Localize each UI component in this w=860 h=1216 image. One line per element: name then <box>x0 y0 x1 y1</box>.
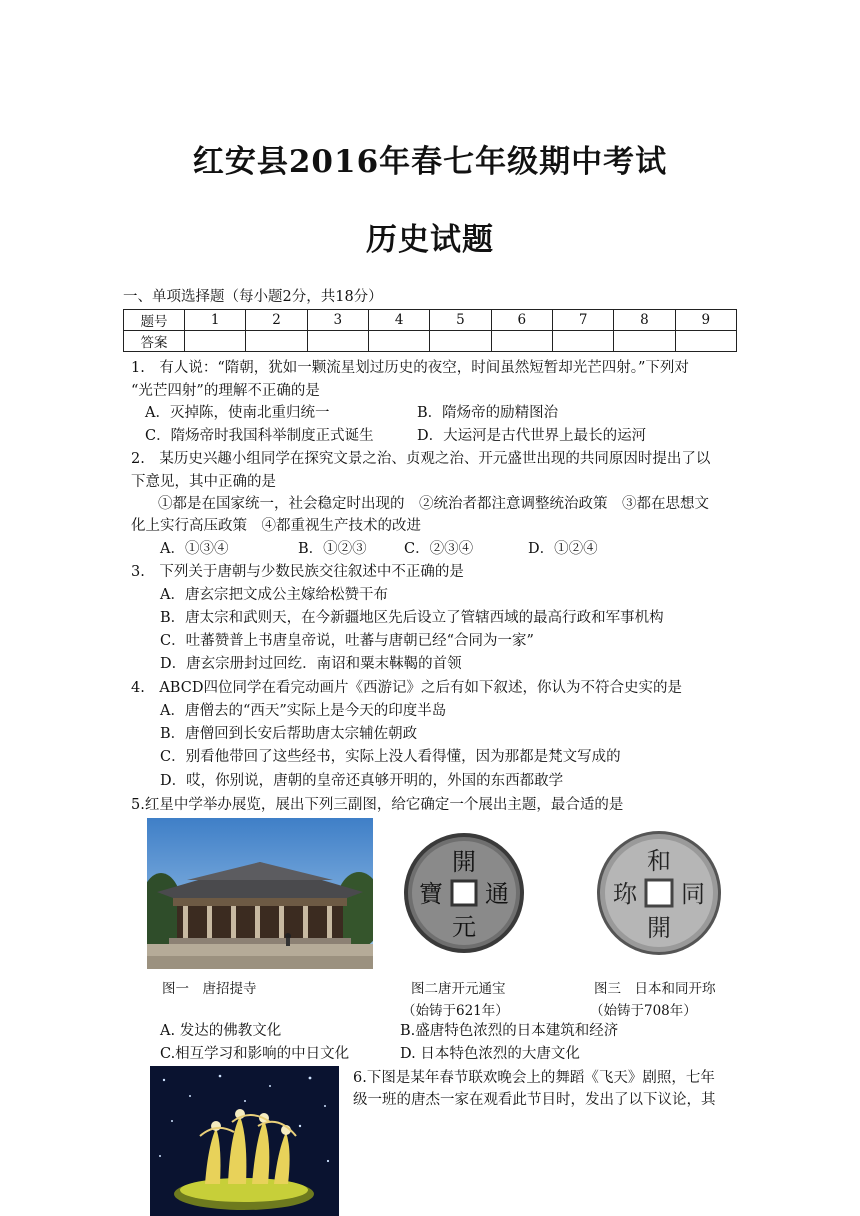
answer-cell[interactable] <box>246 331 307 352</box>
q3-option-b: B．唐太宗和武则天，在今新疆地区先后设立了管辖西域的最高行政和军事机构 <box>160 610 664 626</box>
answer-cell[interactable] <box>614 331 675 352</box>
q2-option-c: C．②③④ <box>404 541 474 557</box>
coin-character: 珎 <box>613 880 637 908</box>
figure2-caption: 图二唐开元通宝 <box>411 981 506 997</box>
figure3-date: （始铸于708年） <box>590 1003 697 1019</box>
question-number-cell: 3 <box>307 310 368 331</box>
coin-character: 和 <box>647 847 671 875</box>
q4-stem: 4. ABCD四位同学在看完动画片《西游记》之后有如下叙述，你认为不符合史实的是 <box>131 680 682 696</box>
q1-option-d: D．大运河是古代世界上最长的运河 <box>417 428 647 444</box>
q2-option-a: A．①③④ <box>160 541 229 557</box>
answer-cell[interactable] <box>368 331 429 352</box>
question-number-cell: 6 <box>491 310 552 331</box>
q4-option-a: A．唐僧去的“西天”实际上是今天的印度半岛 <box>160 703 447 719</box>
q3-option-c: C．吐蕃赞普上书唐皇帝说，吐蕃与唐朝已经“合同为一家” <box>160 633 534 649</box>
figure2-date: （始铸于621年） <box>402 1003 509 1019</box>
q5-option-d: D. 日本特色浓烈的大唐文化 <box>400 1046 580 1062</box>
table-row <box>124 331 737 352</box>
q2-statements: ①都是在国家统一，社会稳定时出现的 ②统治者都注意调整统治政策 ③都在思想文 <box>158 496 709 512</box>
q5-option-b: B.盛唐特色浓烈的日本建筑和经济 <box>400 1023 619 1039</box>
table-row <box>124 310 737 331</box>
kaiyuan-coin-image <box>402 822 528 970</box>
q3-option-a: A．唐玄宗把文成公主嫁给松赞干布 <box>160 587 388 603</box>
coin-character: 寶 <box>419 880 443 908</box>
question-number-cell: 7 <box>552 310 613 331</box>
coin-character: 開 <box>647 914 671 942</box>
q4-option-b: B．唐僧回到长安后帮助唐太宗辅佐朝政 <box>160 726 418 742</box>
q1-option-b: B．隋炀帝的励精图治 <box>417 405 559 421</box>
q5-stem: 5.红星中学举办展览，展出下列三副图，给它确定一个展出主题，最合适的是 <box>131 797 624 813</box>
q4-option-c: C．别看他带回了这些经书，实际上没人看得懂，因为那都是梵文写成的 <box>160 749 621 765</box>
coin-character: 開 <box>452 848 476 876</box>
question-number-cell: 8 <box>614 310 675 331</box>
q1-option-a: A．灭掉陈，使南北重归统一 <box>145 405 330 421</box>
q5-option-c: C.相互学习和影响的中日文化 <box>160 1046 350 1062</box>
q5-option-a: A. 发达的佛教文化 <box>160 1023 282 1039</box>
exam-subtitle: 历史试题 <box>366 222 494 258</box>
q2-statements-cont: 化上实行高压政策 ④都重视生产技术的改进 <box>131 518 421 534</box>
dancers-icon <box>150 1066 339 1216</box>
table-row-label: 题号 <box>124 310 185 331</box>
q2-stem: 2. 某历史兴趣小组同学在探究文景之治、贞观之治、开元盛世出现的共同原因时提出了以 <box>131 451 711 467</box>
temple-icon <box>147 818 373 969</box>
coin-character: 通 <box>485 880 509 908</box>
answer-cell[interactable] <box>307 331 368 352</box>
question-number-cell: 1 <box>185 310 246 331</box>
section-heading: 一、单项选择题（每小题2分，共18分） <box>123 289 383 305</box>
dance-photo <box>150 1066 339 1216</box>
answer-cell[interactable] <box>675 331 736 352</box>
q3-option-d: D．唐玄宗册封过回纥．南诏和粟末靺鞨的首领 <box>160 656 462 672</box>
table-row-label: 答案 <box>124 331 185 352</box>
q6-stem-cont: 级一班的唐杰一家在观看此节目时，发出了以下议论，其 <box>353 1092 716 1108</box>
question-number-cell: 4 <box>368 310 429 331</box>
figure3-caption: 图三 日本和同开珎 <box>594 981 716 997</box>
exam-title: 红安县2016年春七年级期中考试 <box>192 144 668 180</box>
temple-photo <box>147 818 373 969</box>
q3-stem: 3. 下列关于唐朝与少数民族交往叙述中不正确的是 <box>131 564 464 580</box>
question-number-cell: 2 <box>246 310 307 331</box>
q2-option-b: B．①②③ <box>298 541 367 557</box>
answer-table <box>123 309 737 352</box>
answer-cell[interactable] <box>491 331 552 352</box>
answer-cell[interactable] <box>185 331 246 352</box>
q2-option-d: D．①②④ <box>528 541 598 557</box>
q1-stem: 1. 有人说：“隋朝，犹如一颗流星划过历史的夜空，时间虽然短暂却光芒四射。”下列对 <box>131 360 689 376</box>
wado-coin-image <box>590 824 728 968</box>
coin-character: 同 <box>681 880 705 908</box>
figure1-caption: 图一 唐招提寺 <box>162 981 257 997</box>
question-number-cell: 5 <box>430 310 491 331</box>
q1-option-c: C．隋炀帝时我国科举制度正式诞生 <box>145 428 374 444</box>
q6-stem: 6.下图是某年春节联欢晚会上的舞蹈《飞天》剧照，七年 <box>353 1070 715 1086</box>
answer-cell[interactable] <box>552 331 613 352</box>
question-number-cell: 9 <box>675 310 736 331</box>
coin-character: 元 <box>452 913 476 941</box>
answer-cell[interactable] <box>430 331 491 352</box>
q1-stem-cont: “光芒四射”的理解不正确的是 <box>131 383 320 399</box>
q4-option-d: D．哎，你别说，唐朝的皇帝还真够开明的，外国的东西都敢学 <box>160 773 564 789</box>
q2-stem-cont: 下意见，其中正确的是 <box>131 474 276 490</box>
